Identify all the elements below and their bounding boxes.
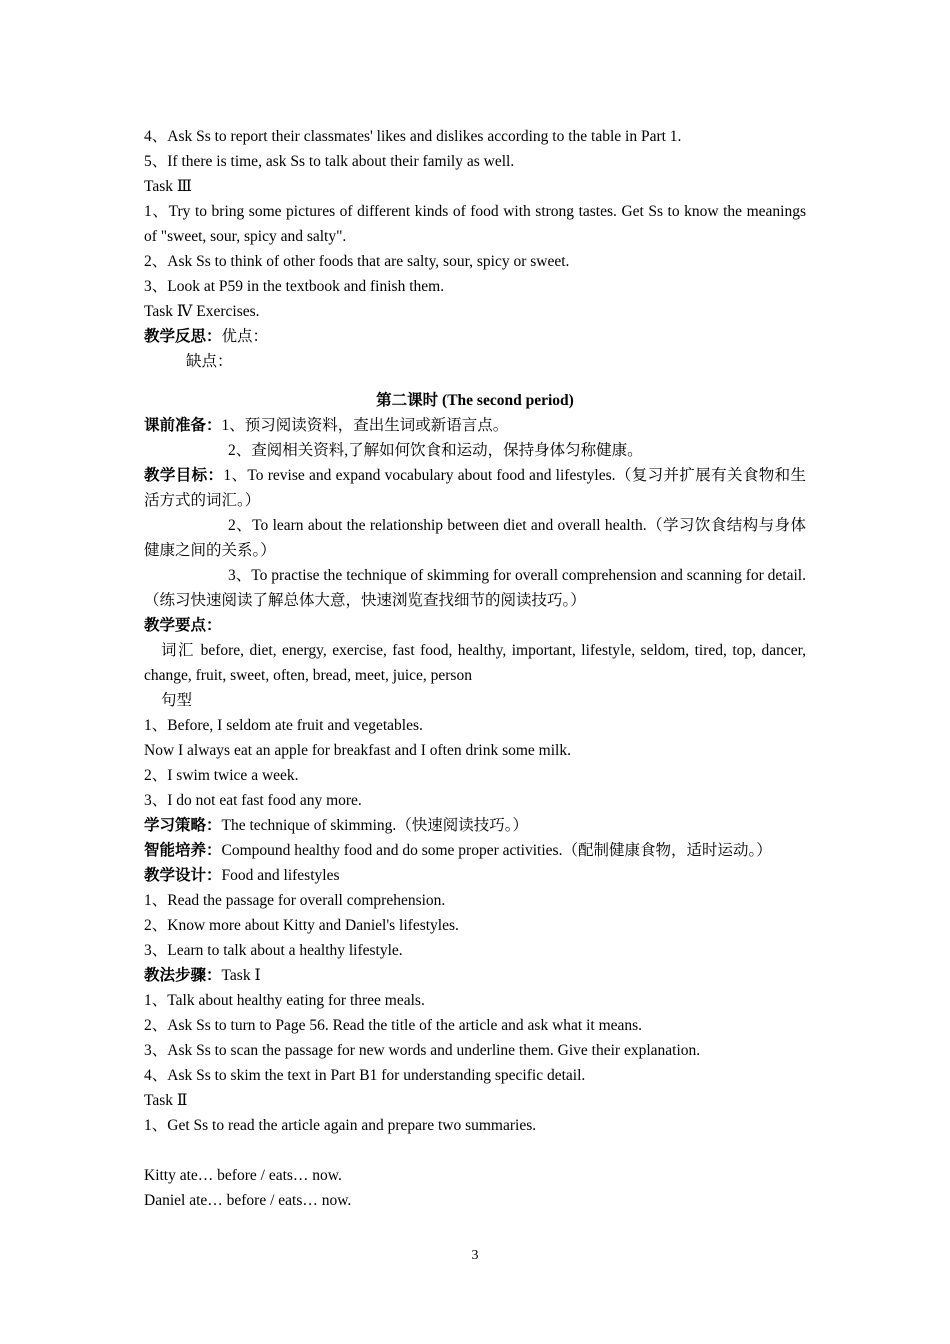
reflection-line (144, 324, 806, 349)
strategy-line (144, 813, 806, 838)
vocab-label: 词汇 (161, 642, 196, 659)
period-title: 第二课时 (The second period) (376, 392, 574, 409)
strategy-label: 学习策略： (144, 817, 222, 834)
design-item-3: 3、Learn to talk about a healthy lifestyle. (144, 942, 403, 959)
summary-kitty: Kitty ate… before / eats… now. (144, 1167, 342, 1184)
sentence-2: 2、I swim twice a week. (144, 767, 299, 784)
task-3-item-3: 3、Look at P59 in the textbook and finish them. (144, 278, 445, 295)
sentence-1b: Now I always eat an apple for breakfast and I often drink some milk. (144, 742, 571, 759)
summary-daniel: Daniel ate… before / eats… now. (144, 1192, 352, 1209)
prep-label: 课前准备： (144, 417, 222, 434)
goal-2: 2、To learn about the relationship between diet and overall health.（学习饮食结构与身体健康之间的关系。） (144, 517, 806, 559)
document-body (144, 124, 806, 1213)
goals-line-1 (144, 463, 806, 513)
goal-1: 1、To revise and expand vocabulary about food and lifestyles.（复习并扩展有关食物和生活方式的词汇。） (144, 467, 806, 509)
task-3-item-1: 1、Try to bring some pictures of different kinds of food with strong tastes. Get Ss to know the meanings of "sweet, sour, spicy and salty". (144, 203, 806, 245)
step-4: 4、Ask Ss to report their classmates' likes and dislikes according to the table in Part 1. (144, 128, 682, 145)
task-1-item-1: 1、Talk about healthy eating for three meals. (144, 992, 425, 1009)
design-line (144, 863, 806, 888)
task-1-item-2: 2、Ask Ss to turn to Page 56. Read the title of the article and ask what it means. (144, 1017, 643, 1034)
vocab-line (144, 638, 806, 688)
design-item-1: 1、Read the passage for overall comprehension. (144, 892, 446, 909)
summary-gap (144, 1138, 806, 1163)
task-2-item-1: 1、Get Ss to read the article again and prepare two summaries. (144, 1117, 537, 1134)
task-4-heading: Task Ⅳ Exercises. (144, 303, 260, 320)
steps-task-1: Task Ⅰ (221, 967, 261, 984)
section-gap (144, 374, 806, 388)
key-points-label: 教学要点： (144, 617, 222, 634)
reflection-pros: 优点： (221, 328, 269, 345)
page-number: 3 (471, 1248, 479, 1263)
task-3-heading: Task Ⅲ (144, 178, 192, 195)
reflection-label: 教学反思： (144, 328, 222, 345)
sentence-1a: 1、Before, I seldom ate fruit and vegetables. (144, 717, 423, 734)
sentence-3: 3、I do not eat fast food any more. (144, 792, 362, 809)
prep-line-1 (144, 413, 806, 438)
design-item-2: 2、Know more about Kitty and Daniel's lifestyles. (144, 917, 459, 934)
ability-text: Compound healthy food and do some proper activities.（配制健康食物，适时运动。） (221, 842, 772, 859)
sentence-label: 句型 (161, 692, 193, 709)
task-1-item-4: 4、Ask Ss to skim the text in Part B1 for understanding specific detail. (144, 1067, 586, 1084)
step-5: 5、If there is time, ask Ss to talk about their family as well. (144, 153, 515, 170)
prep-item-1: 1、预习阅读资料，查出生词或新语言点。 (221, 417, 509, 434)
ability-label: 智能培养： (144, 842, 222, 859)
goals-label: 教学目标： (144, 467, 224, 484)
task-3-item-2: 2、Ask Ss to think of other foods that are salty, sour, spicy or sweet. (144, 253, 570, 270)
task-1-item-3: 3、Ask Ss to scan the passage for new words and underline them. Give their explanation. (144, 1042, 701, 1059)
task-2-heading: Task Ⅱ (144, 1092, 188, 1109)
reflection-cons: 缺点： (186, 353, 233, 370)
steps-label: 教法步骤： (144, 967, 222, 984)
steps-line (144, 963, 806, 988)
vocab-text: before, diet, energy, exercise, fast food, healthy, important, lifestyle, seldom, tired, top, dancer, change, fruit, sweet, often, bread, meet, juice, person (144, 642, 806, 684)
design-label: 教学设计： (144, 867, 222, 884)
goal-3: 3、To practise the technique of skimming for overall comprehension and scanning for detail.（练习快速阅读了解总体大意，快速浏览查找细节的阅读技巧。） (144, 567, 806, 609)
prep-item-2: 2、查阅相关资料,了解如何饮食和运动，保持身体匀称健康。 (228, 442, 643, 459)
strategy-text: The technique of skimming.（快速阅读技巧。） (221, 817, 529, 834)
ability-line (144, 838, 806, 863)
design-text: Food and lifestyles (221, 867, 340, 884)
